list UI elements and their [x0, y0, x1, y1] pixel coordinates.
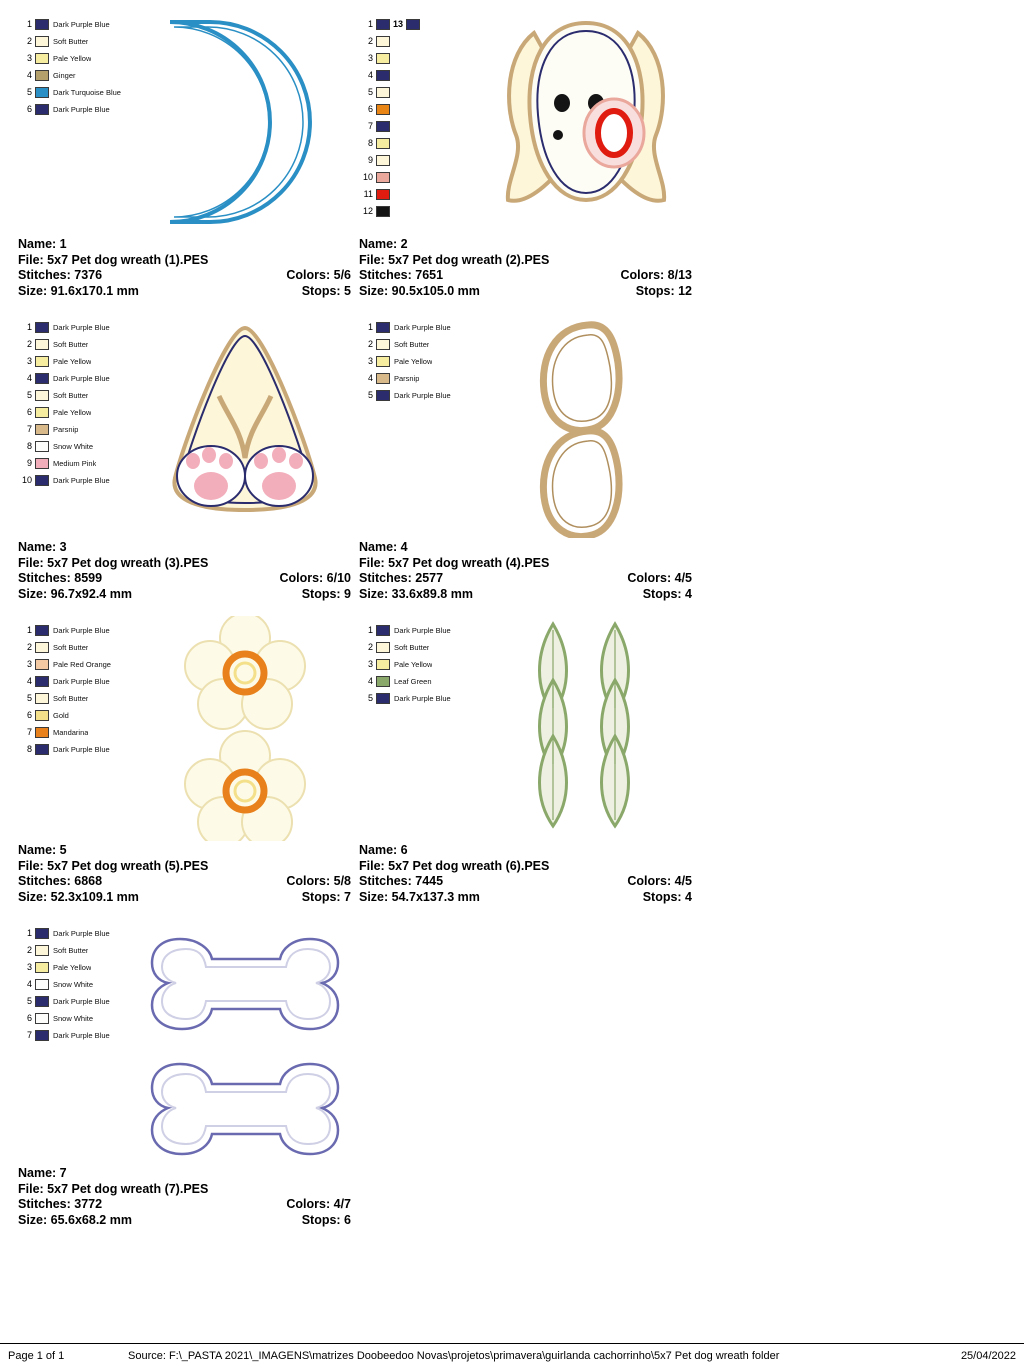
palette-index: 8	[26, 441, 32, 451]
design-card	[14, 919, 355, 1228]
palette-index: 12	[362, 206, 373, 216]
palette-row	[359, 203, 479, 220]
palette-color-name: Pale Yellow	[53, 408, 92, 417]
palette-index: 1	[26, 625, 32, 635]
palette-swatch	[376, 390, 390, 401]
palette-index: 2	[367, 339, 373, 349]
design-name: Name: 4	[359, 540, 408, 554]
design-colors: Colors: 5/8	[286, 874, 351, 888]
palette-color-name: Dark Purple Blue	[394, 323, 451, 332]
palette-index: 3	[367, 53, 373, 63]
palette-row	[18, 33, 138, 50]
design-name: Name: 5	[18, 843, 67, 857]
palette-color-name: Parsnip	[53, 425, 79, 434]
palette-row	[18, 84, 138, 101]
design-card	[355, 10, 696, 299]
palette-row	[18, 455, 138, 472]
palette-color-name: Dark Purple Blue	[53, 997, 110, 1006]
footer-page-number: Page 1 of 1	[8, 1350, 65, 1362]
palette-row	[18, 959, 138, 976]
palette-index: 7	[26, 1030, 32, 1040]
palette-row	[18, 319, 138, 336]
design-name: Name: 7	[18, 1166, 67, 1180]
palette-row	[18, 976, 138, 993]
palette-swatch	[376, 339, 390, 350]
palette-index: 11	[363, 189, 373, 199]
palette-swatch	[35, 744, 49, 755]
palette-row	[18, 353, 138, 370]
design-colors: Colors: 6/10	[279, 571, 351, 585]
design-stitches: Stitches: 8599	[18, 571, 103, 585]
palette-row	[359, 169, 479, 186]
palette-color-name: Pale Yellow	[53, 963, 92, 972]
design-file: File: 5x7 Pet dog wreath (5).PES	[18, 858, 209, 873]
palette-index: 3	[367, 659, 373, 669]
design-stitches: Stitches: 2577	[359, 571, 444, 585]
palette-swatch	[376, 189, 390, 200]
design-file: File: 5x7 Pet dog wreath (1).PES	[18, 252, 209, 267]
design-card	[355, 616, 696, 905]
palette-row	[18, 387, 138, 404]
palette-swatch	[35, 659, 49, 670]
dog-bones-icon	[140, 919, 350, 1164]
palette-row	[18, 1027, 138, 1044]
palette-index: 3	[367, 356, 373, 366]
design-card	[355, 313, 696, 602]
design-stops: Stops: 12	[635, 283, 692, 298]
palette-color-name: Soft Butter	[53, 391, 89, 400]
design-name: Name: 2	[359, 237, 408, 251]
palette-swatch	[35, 676, 49, 687]
palette-count: 13	[393, 19, 404, 29]
palette-index: 3	[26, 962, 32, 972]
page-footer	[0, 1350, 1024, 1362]
palette-index: 5	[26, 87, 32, 97]
palette-color-name: Soft Butter	[53, 946, 89, 955]
palette-row	[359, 152, 479, 169]
palette-row	[359, 690, 479, 707]
palette-swatch	[35, 928, 49, 939]
design-stops: Stops: 5	[301, 283, 351, 298]
palette-index: 6	[26, 407, 32, 417]
palette-row	[18, 925, 138, 942]
palette-row	[18, 993, 138, 1010]
palette-color-name: Dark Purple Blue	[53, 1031, 110, 1040]
design-stitches: Stitches: 7376	[18, 268, 103, 282]
design-meta	[18, 235, 351, 299]
palette-index: 10	[21, 475, 32, 485]
design-file: File: 5x7 Pet dog wreath (4).PES	[359, 555, 550, 570]
design-file: File: 5x7 Pet dog wreath (7).PES	[18, 1181, 209, 1196]
palette-row	[18, 1010, 138, 1027]
design-preview-paws	[138, 313, 351, 538]
palette-index: 8	[367, 138, 373, 148]
palette-swatch	[35, 945, 49, 956]
design-meta	[18, 841, 351, 905]
palette-row	[359, 319, 479, 336]
palette-color-name: Soft Butter	[53, 37, 89, 46]
palette-swatch	[376, 104, 390, 115]
design-stops: Stops: 4	[642, 586, 692, 601]
design-stitches: Stitches: 3772	[18, 1197, 103, 1211]
palette-row	[359, 336, 479, 353]
design-card	[14, 313, 355, 602]
palette-index: 5	[26, 390, 32, 400]
color-palette	[359, 313, 479, 404]
palette-swatch	[35, 441, 49, 452]
palette-index: 1	[26, 928, 32, 938]
palette-swatch	[35, 475, 49, 486]
palette-index: 5	[26, 693, 32, 703]
palette-index: 6	[26, 104, 32, 114]
design-colors: Colors: 5/6	[286, 268, 351, 282]
palette-row	[359, 186, 479, 203]
design-colors: Colors: 4/5	[627, 874, 692, 888]
palette-index: 3	[26, 659, 32, 669]
palette-swatch	[376, 121, 390, 132]
palette-color-name: Pale Yellow	[53, 357, 92, 366]
color-palette	[359, 616, 479, 707]
palette-row	[18, 673, 138, 690]
palette-swatch	[376, 693, 390, 704]
palette-index: 8	[26, 744, 32, 754]
palette-index: 1	[367, 625, 373, 635]
design-preview-ears	[479, 313, 692, 538]
palette-swatch-secondary	[406, 19, 420, 30]
palette-swatch	[376, 87, 390, 98]
palette-swatch	[35, 1030, 49, 1041]
palette-color-name: Soft Butter	[53, 340, 89, 349]
palette-index: 5	[367, 87, 373, 97]
design-preview-bones	[138, 919, 351, 1164]
palette-index: 1	[26, 19, 32, 29]
palette-index: 4	[367, 373, 373, 383]
palette-row	[359, 622, 479, 639]
palette-swatch	[376, 356, 390, 367]
palette-row	[18, 472, 138, 489]
palette-index: 6	[26, 1013, 32, 1023]
design-stops: Stops: 6	[301, 1212, 351, 1227]
palette-color-name: Soft Butter	[53, 694, 89, 703]
design-artwork-row	[18, 919, 351, 1164]
palette-row	[18, 741, 138, 758]
design-preview-flowers	[138, 616, 351, 841]
design-stitches: Stitches: 7651	[359, 268, 444, 282]
palette-index: 2	[367, 36, 373, 46]
leaves-icon	[491, 616, 681, 841]
palette-color-name: Soft Butter	[394, 643, 430, 652]
palette-color-name: Dark Purple Blue	[53, 20, 110, 29]
palette-swatch	[35, 339, 49, 350]
palette-index: 5	[367, 693, 373, 703]
palette-index: 2	[26, 642, 32, 652]
palette-color-name: Ginger	[53, 71, 76, 80]
palette-row	[359, 33, 479, 50]
palette-color-name: Dark Purple Blue	[53, 105, 110, 114]
design-stops: Stops: 4	[642, 889, 692, 904]
design-name: Name: 3	[18, 540, 67, 554]
palette-row	[18, 404, 138, 421]
design-artwork-row	[359, 616, 692, 841]
palette-swatch	[35, 642, 49, 653]
palette-swatch	[376, 70, 390, 81]
palette-swatch	[35, 727, 49, 738]
palette-index: 7	[26, 424, 32, 434]
design-artwork-row	[359, 10, 692, 235]
palette-row	[359, 16, 479, 33]
palette-swatch	[35, 356, 49, 367]
palette-row	[18, 707, 138, 724]
design-colors: Colors: 4/5	[627, 571, 692, 585]
palette-swatch	[376, 373, 390, 384]
color-palette	[18, 313, 138, 489]
palette-row	[359, 353, 479, 370]
palette-index: 3	[26, 53, 32, 63]
design-size: Size: 90.5x105.0 mm	[359, 283, 480, 298]
palette-row	[18, 724, 138, 741]
dog-ears-icon	[496, 313, 676, 538]
design-size: Size: 96.7x92.4 mm	[18, 586, 132, 601]
palette-index: 4	[26, 373, 32, 383]
palette-row	[18, 639, 138, 656]
design-size: Size: 54.7x137.3 mm	[359, 889, 480, 904]
palette-swatch	[35, 693, 49, 704]
design-size: Size: 52.3x109.1 mm	[18, 889, 139, 904]
design-artwork-row	[359, 313, 692, 538]
palette-row	[359, 84, 479, 101]
palette-color-name: Pale Yellow	[53, 54, 92, 63]
palette-index: 1	[367, 322, 373, 332]
palette-row	[359, 387, 479, 404]
palette-index: 1	[367, 19, 373, 29]
color-palette	[359, 10, 479, 220]
palette-row	[18, 438, 138, 455]
color-palette	[18, 616, 138, 758]
palette-color-name: Snow White	[53, 442, 94, 451]
design-artwork-row	[18, 616, 351, 841]
design-preview-arc	[138, 10, 351, 235]
palette-color-name: Dark Purple Blue	[53, 677, 110, 686]
palette-swatch	[35, 390, 49, 401]
palette-row	[18, 421, 138, 438]
palette-color-name: Pale Yellow	[394, 357, 433, 366]
palette-color-name: Snow White	[53, 1014, 94, 1023]
palette-color-name: Medium Pink	[53, 459, 97, 468]
palette-swatch	[35, 36, 49, 47]
palette-color-name: Dark Purple Blue	[394, 694, 451, 703]
palette-index: 2	[26, 945, 32, 955]
dog-body-paws-icon	[145, 318, 345, 533]
palette-index: 6	[367, 104, 373, 114]
palette-row	[18, 942, 138, 959]
palette-row	[18, 370, 138, 387]
palette-color-name: Dark Purple Blue	[53, 745, 110, 754]
palette-color-name: Soft Butter	[394, 340, 430, 349]
palette-color-name: Soft Butter	[53, 643, 89, 652]
palette-color-name: Dark Turquoise Blue	[53, 88, 121, 97]
palette-swatch	[35, 53, 49, 64]
palette-swatch	[376, 642, 390, 653]
design-meta	[18, 538, 351, 602]
palette-swatch	[35, 996, 49, 1007]
design-file: File: 5x7 Pet dog wreath (6).PES	[359, 858, 550, 873]
palette-color-name: Dark Purple Blue	[394, 626, 451, 635]
flowers-icon	[155, 616, 335, 841]
palette-swatch	[35, 87, 49, 98]
design-artwork-row	[18, 10, 351, 235]
design-size: Size: 33.6x89.8 mm	[359, 586, 473, 601]
design-name: Name: 6	[359, 843, 408, 857]
palette-row	[359, 135, 479, 152]
palette-row	[18, 16, 138, 33]
design-name: Name: 1	[18, 237, 67, 251]
palette-color-name: Dark Purple Blue	[53, 476, 110, 485]
palette-row	[18, 67, 138, 84]
palette-row	[359, 67, 479, 84]
palette-index: 2	[367, 642, 373, 652]
design-stops: Stops: 7	[301, 889, 351, 904]
palette-color-name: Dark Purple Blue	[394, 391, 451, 400]
design-size: Size: 91.6x170.1 mm	[18, 283, 139, 298]
palette-index: 9	[26, 458, 32, 468]
design-meta	[18, 1164, 351, 1228]
palette-row	[359, 656, 479, 673]
color-palette	[18, 10, 138, 118]
palette-swatch	[35, 70, 49, 81]
design-file: File: 5x7 Pet dog wreath (2).PES	[359, 252, 550, 267]
palette-row	[359, 639, 479, 656]
design-meta	[359, 538, 692, 602]
palette-index: 7	[26, 727, 32, 737]
palette-index: 9	[367, 155, 373, 165]
design-stitches: Stitches: 6868	[18, 874, 103, 888]
palette-swatch	[376, 19, 390, 30]
palette-index: 4	[367, 70, 373, 80]
palette-index: 4	[26, 70, 32, 80]
dog-face-icon	[486, 15, 686, 230]
design-size: Size: 65.6x68.2 mm	[18, 1212, 132, 1227]
palette-index: 6	[26, 710, 32, 720]
palette-index: 2	[26, 339, 32, 349]
palette-swatch	[376, 625, 390, 636]
palette-color-name: Gold	[53, 711, 69, 720]
footer-source-path: Source: F:\_PASTA 2021\_IMAGENS\matrizes Doobeedoo Novas\projetos\primavera\guirlanda cachorrinho\5x7 Pet dog wreath folder	[128, 1350, 780, 1362]
palette-row	[359, 101, 479, 118]
arc-shape-icon	[150, 10, 340, 235]
palette-row	[18, 622, 138, 639]
palette-swatch	[35, 979, 49, 990]
palette-swatch	[35, 458, 49, 469]
palette-index: 3	[26, 356, 32, 366]
palette-color-name: Parsnip	[394, 374, 420, 383]
palette-row	[18, 101, 138, 118]
design-card	[14, 616, 355, 905]
palette-swatch	[376, 659, 390, 670]
palette-swatch	[376, 206, 390, 217]
palette-swatch	[35, 322, 49, 333]
design-grid	[14, 10, 1010, 1242]
palette-index: 10	[362, 172, 373, 182]
palette-swatch	[35, 407, 49, 418]
design-preview-leaves	[479, 616, 692, 841]
palette-swatch	[35, 1013, 49, 1024]
palette-row	[359, 673, 479, 690]
palette-index: 1	[26, 322, 32, 332]
palette-row	[359, 50, 479, 67]
palette-swatch	[376, 172, 390, 183]
palette-row	[18, 50, 138, 67]
palette-swatch	[35, 373, 49, 384]
color-palette	[18, 919, 138, 1044]
design-file: File: 5x7 Pet dog wreath (3).PES	[18, 555, 209, 570]
footer-date: 25/04/2022	[960, 1350, 1016, 1362]
palette-row	[359, 118, 479, 135]
palette-swatch	[376, 138, 390, 149]
palette-swatch	[376, 676, 390, 687]
palette-swatch	[35, 104, 49, 115]
palette-color-name: Pale Red Orange	[53, 660, 111, 669]
palette-color-name: Dark Purple Blue	[53, 323, 110, 332]
design-preview-dog-face	[479, 10, 692, 235]
palette-color-name: Snow White	[53, 980, 94, 989]
palette-color-name: Mandarina	[53, 728, 89, 737]
palette-index: 4	[367, 676, 373, 686]
design-colors: Colors: 8/13	[620, 268, 692, 282]
footer-divider	[0, 1343, 1024, 1344]
palette-color-name: Pale Yellow	[394, 660, 433, 669]
palette-index: 7	[367, 121, 373, 131]
palette-index: 4	[26, 676, 32, 686]
palette-swatch	[376, 36, 390, 47]
palette-row	[18, 336, 138, 353]
palette-swatch	[376, 322, 390, 333]
palette-color-name: Leaf Green	[394, 677, 432, 686]
palette-swatch	[35, 710, 49, 721]
design-meta	[359, 841, 692, 905]
palette-index: 4	[26, 979, 32, 989]
design-stops: Stops: 9	[301, 586, 351, 601]
palette-swatch	[35, 625, 49, 636]
palette-swatch	[35, 19, 49, 30]
design-artwork-row	[18, 313, 351, 538]
design-card	[14, 10, 355, 299]
palette-row	[18, 656, 138, 673]
palette-color-name: Dark Purple Blue	[53, 929, 110, 938]
palette-color-name: Dark Purple Blue	[53, 626, 110, 635]
palette-swatch	[35, 962, 49, 973]
palette-index: 2	[26, 36, 32, 46]
palette-swatch	[376, 53, 390, 64]
design-stitches: Stitches: 7445	[359, 874, 444, 888]
design-colors: Colors: 4/7	[286, 1197, 351, 1211]
palette-row	[359, 370, 479, 387]
palette-index: 5	[367, 390, 373, 400]
palette-color-name: Dark Purple Blue	[53, 374, 110, 383]
palette-swatch	[35, 424, 49, 435]
palette-row	[18, 690, 138, 707]
palette-index: 5	[26, 996, 32, 1006]
palette-swatch	[376, 155, 390, 166]
design-meta	[359, 235, 692, 299]
